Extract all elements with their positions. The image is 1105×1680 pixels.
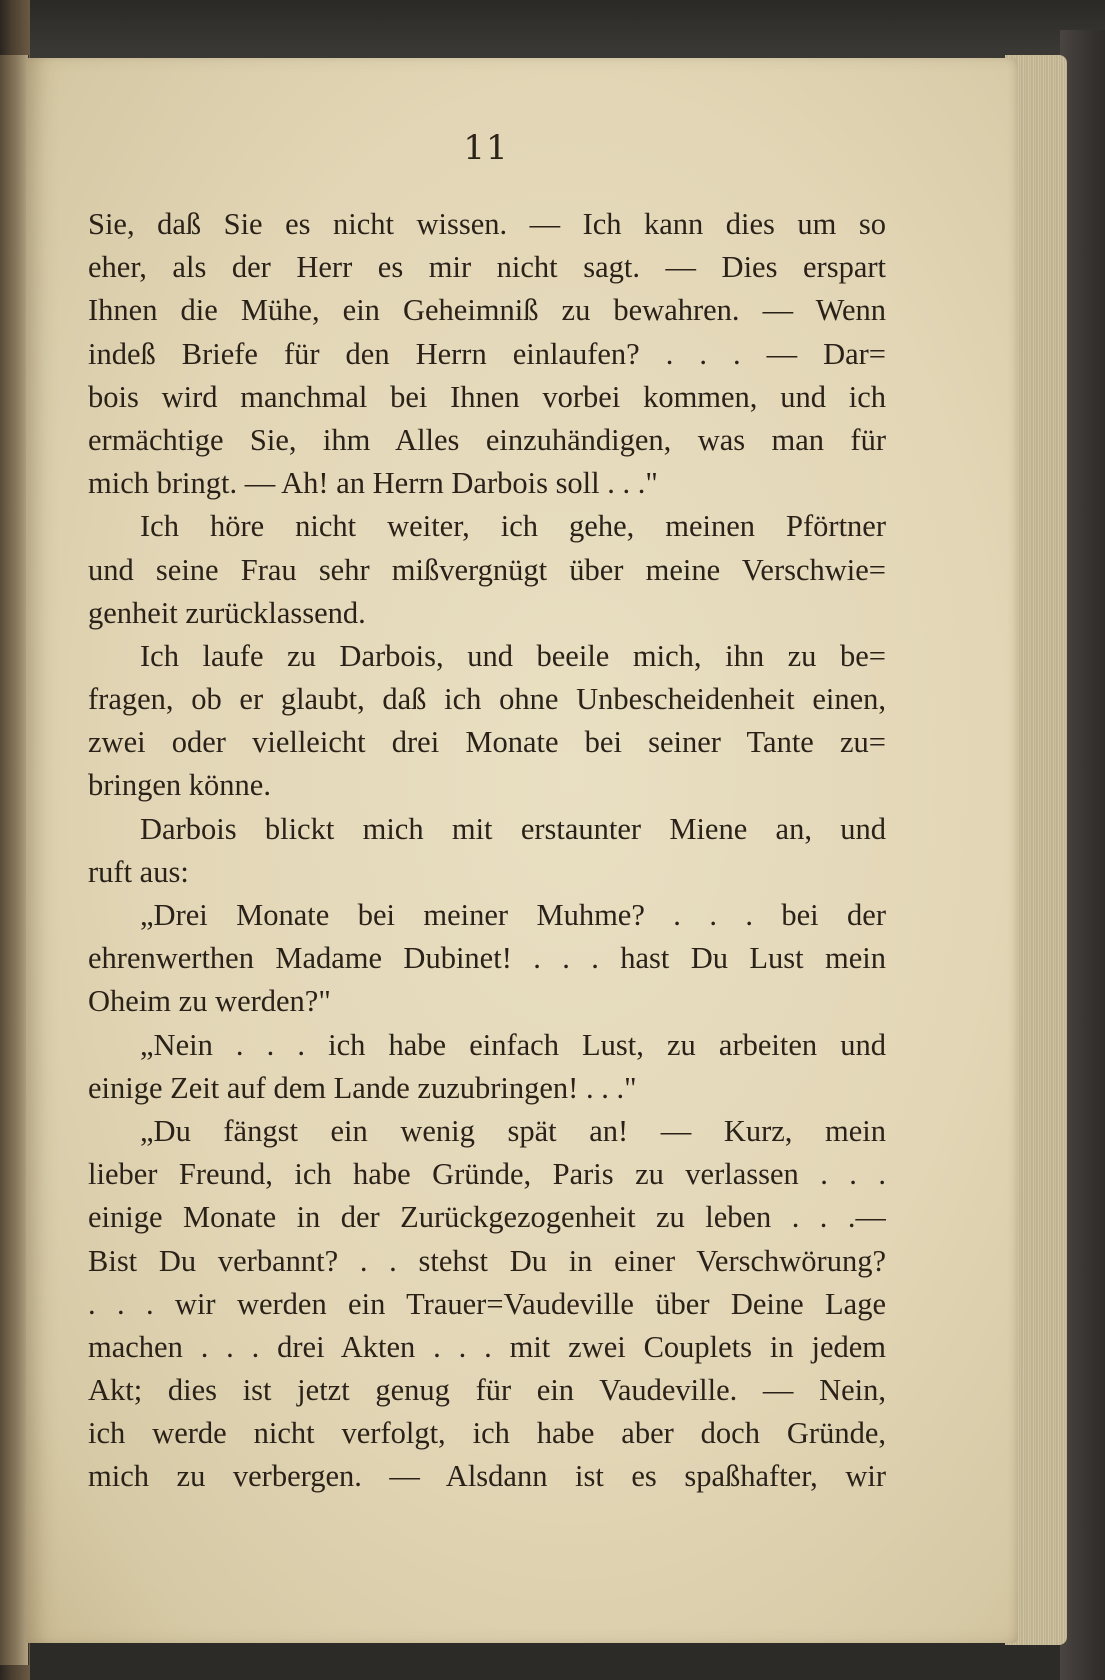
text-line: Oheim zu werden?"	[88, 984, 331, 1019]
text-line: Sie, daß Sie es nicht wissen. — Ich kann dies um so	[88, 207, 886, 241]
text-line: einige Zeit auf dem Lande zuzubringen! . . ."	[88, 1070, 637, 1105]
text-line: genheit zurücklassend.	[88, 595, 366, 630]
text-line: bringen könne.	[88, 768, 271, 803]
text-line: Ich laufe zu Darbois, und beeile mich, ihn zu be=	[140, 638, 886, 673]
text-line: Ihnen die Mühe, ein Geheimniß zu bewahren. — Wenn	[88, 293, 886, 328]
text-line: Bist Du verbannt? . . stehst Du in einer Verschwörung?	[88, 1243, 886, 1278]
text-line: ermächtige Sie, ihm Alles einzuhändigen, was man für	[88, 422, 886, 457]
text-line: mich zu verbergen. — Alsdann ist es spaßhafter, wir	[88, 1459, 886, 1494]
text-line: „Drei Monate bei meiner Muhme? . . . bei der	[140, 898, 886, 932]
text-line: fragen, ob er glaubt, daß ich ohne Unbescheidenheit einen,	[88, 682, 886, 717]
text-line: eher, als der Herr es mir nicht sagt. — Dies erspart	[88, 250, 886, 285]
text-line: „Du fängst ein wenig spät an! — Kurz, mein	[140, 1113, 886, 1148]
text-line: bois wird manchmal bei Ihnen vorbei kommen, und ich	[88, 379, 886, 414]
text-line: und seine Frau sehr mißvergnügt über meine Verschwie=	[88, 552, 886, 587]
text-line: Ich höre nicht weiter, ich gehe, meinen Pförtner	[140, 509, 886, 544]
text-line: indeß Briefe für den Herrn einlaufen? . . . — Dar=	[88, 336, 886, 371]
text-line: . . . wir werden ein Trauer=Vaudeville über Deine Lage	[88, 1286, 886, 1321]
page-number: 11	[463, 128, 509, 168]
text-line: mich bringt. — Ah! an Herrn Darbois soll . . ."	[88, 466, 658, 501]
page-text-block	[88, 203, 886, 1499]
text-line: machen . . . drei Akten . . . mit zwei Couplets in jedem	[88, 1329, 886, 1364]
previous-page-edge	[0, 55, 29, 1665]
text-line: Darbois blickt mich mit erstaunter Miene an, und	[140, 811, 886, 846]
text-line: ruft aus:	[88, 854, 189, 889]
text-line: zwei oder vielleicht drei Monate bei seiner Tante zu=	[88, 725, 886, 760]
text-line: ehrenwerthen Madame Dubinet! . . . hast Du Lust mein	[88, 941, 886, 976]
text-line: „Nein . . . ich habe einfach Lust, zu arbeiten und	[140, 1027, 886, 1062]
text-line: Akt; dies ist jetzt genug für ein Vaudeville. — Nein,	[88, 1373, 886, 1408]
text-line: lieber Freund, ich habe Gründe, Paris zu verlassen . . .	[88, 1157, 886, 1192]
text-line: ich werde nicht verfolgt, ich habe aber doch Gründe,	[88, 1416, 886, 1451]
text-line: einige Monate in der Zurückgezogenheit zu leben . . .—	[88, 1200, 886, 1235]
